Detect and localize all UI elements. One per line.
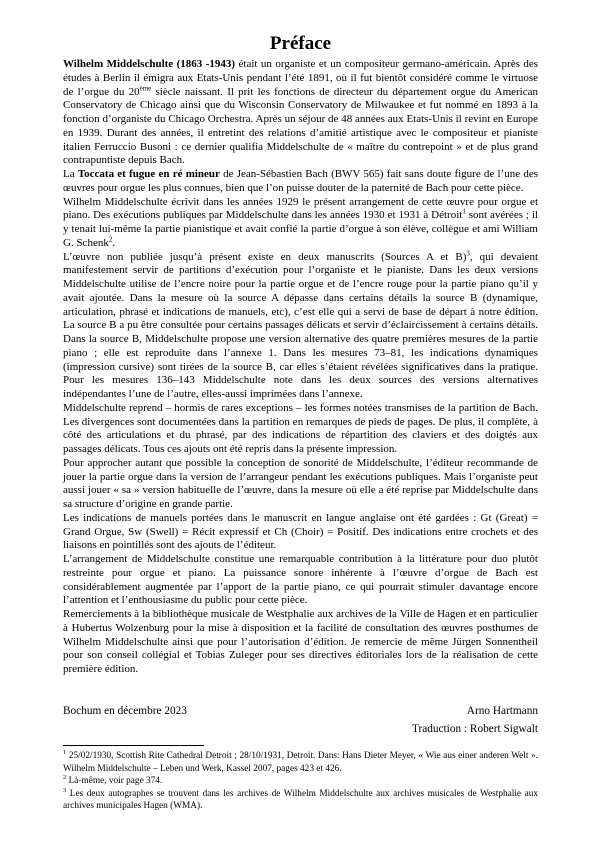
paragraph [63, 402, 538, 457]
footnote-ref: 1 [462, 207, 466, 216]
ordinal-suffix: ème [139, 83, 152, 92]
paragraph [63, 196, 538, 251]
signature-row [63, 704, 538, 718]
text-run: . [112, 236, 116, 249]
page-title: Préface [269, 33, 332, 54]
footnote: $^3$ Les deux autographes se trouvent dans les archives de Wilhelm Middelschulte aux archives musicales de Westphalie aux archives municipales Hagen (WMA). [63, 786, 538, 811]
paragraph [63, 58, 538, 168]
text-run: Middelschulte reprend – hormis de rares exceptions – les formes notées transmises de la partition de Bach. Les divergences sont documentées dans la partition en remarques de pieds de pages. De plus, il complète, à côté des articulations et du phrasé, par des indications de répartition des claviers et des doigtés aux passages délicats. Tous ces ajouts ont été repris dans la présente impression. [63, 401, 538, 455]
text-run: de Jean-Sébastien Bach (BWV 565) fait sans doute figure de l’une des œuvres pour orgue les plus connues, bien que l’on puisse douter de la paternité de Bach pour cette pièce. [63, 168, 538, 194]
text-run: L’œuvre non publiée jusqu’à présent existe en deux manuscrits (Sources A et B) [63, 250, 467, 263]
signature-author: Arno Hartmann [466, 705, 538, 717]
signature-place-date: Bochum en décembre 2023 [63, 705, 187, 717]
bold-text-run: Toccata et fugue en ré mineur [77, 168, 220, 180]
text-run: , qui devaient manifestement servir de partitions d’exécution pour l’organiste et le pianiste. Dans les deux versions Middelschulte utilise de l’encre noire pour la partie orgue et de l’encre rouge pour la partie piano qu’il y avait ajoutée. Dans la mesure où la source A dépasse dans certains détails la source B (dynamique, articulation, phrasé et indications de manuels, etc), c’est elle qui a servi de base de départ à notre édition. La source B a pu être consultée pour certains passages délicats et servir d’éclaircissement à certains détails. Dans la source B, Middelschulte propose une version alternative des quatre premières mesures de la partie piano ; elle est reproduite dans l’annexe 1. Dans les mesures 73–81, les indications dynamiques (impression cursive) sont tirées de la source B, car elles s’étaient révélées significatives dans la pratique. Pour les mesures 136–143 Middelschulte note dans les deux sources des versions alternatives indépendantes l’une de l’autre, elles-aussi imprimées dans l’annexe. [63, 250, 538, 400]
text-run: L’arrangement de Middelschulte constitue une remarquable contribution à la littérature pour duo plutôt restreinte pour orgue et piano. La puissance sonore inhérente à l’œuvre d’orgue de Bach est considérablement augmentée par l’apport de la partie piano, ce qui pourrait stimuler davantage encore l’attention et l’enthousiasme du public pour cette pièce. [63, 553, 538, 607]
signature-translation: Traduction : Robert Sigwalt [411, 723, 538, 735]
footnote-ref: 2 [108, 235, 113, 244]
text-run: Pour approcher autant que possible la conception de sonorité de Middelschulte, l’éditeur recommande de jouer la partie orgue dans la version de l’arrangeur pendant les exécutions publiques. Mais l’organiste peut aussi jouer « sa » version habituelle de l’œuvre, dans la mesure où elle a été reprise par Middelschulte dans sa structure d’origine en grande partie. [63, 456, 538, 510]
paragraph [63, 168, 538, 196]
footnote-ref: 3 [466, 248, 470, 257]
paragraph [63, 248, 538, 402]
footnote-separator-rule [63, 745, 204, 746]
text-run: La [63, 168, 78, 180]
bold-text-run: Wilhelm Middelschulte (1863 -1943) [63, 58, 236, 70]
footnotes-list [63, 750, 538, 813]
text-run: sont avérées ; il y tenait lui-même la partie pianistique et avait confié la partie d’orgue à son élève, collègue et ami William G. Schenk [63, 209, 538, 249]
footnote: $^2$ Là-même, voir page 374. [63, 773, 163, 786]
text-run: Les indications de manuels portées dans le manuscrit en langue anglaise ont été gardées : Gt (Great) = Grand Orgue, Sw (Swell) = Récit expressif et Ch (Choir) = Positif. Des indications entre crochets et des liaisons en pointillés sont des ajouts de l’éditeur. [63, 511, 538, 552]
preface-paragraphs [63, 58, 538, 677]
footnote-number: 3 [63, 786, 67, 794]
paragraph [63, 608, 538, 677]
signature-block [63, 704, 538, 736]
text-run: Wilhelm Middelschulte écrivit dans les années 1929 le présent arrangement de cette œuvre pour orgue et piano. Des exécutions publiques par Middelschulte dans les années 1930 et 1931 à Détroit [63, 195, 538, 222]
text-run: siècle naissant. Il prit les fonctions de directeur du département orgue du American Conservatory de Chicago ainsi que du Wisconsin Conservatory de Milwaukee et fut nommé en 1893 à la fonction d’organiste du Chicago Orchestra. Après un séjour de 48 années aux Etats-Unis il revint en Europe en 1939. Durant des années, il entretint des relations d’amitié artistique avec le compositeur et pianiste italien Ferruccio Busoni : ce dernier qualifia Middelschulte de « maître du contrepoint » et de plus grand contrapuntiste depuis Bach. [63, 85, 538, 167]
text-run: était un organiste et un compositeur germano-américain. Après des études à Berlin il émigra aux Etats-Unis pendant l’été 1891, où il fut bientôt considéré comme le virtuose de l’orgue du 20 [63, 58, 538, 98]
footnote: $^1$ 25/02/1930, Scottish Rite Cathedral Detroit ; 28/10/1931, Detroit. Dans: Hans Dieter Meyer, « Wie aus einer anderen Welt ». Wilhelm Middelschulte – Leben und Werk, Kassel 2007, pages 423 et 426. [63, 748, 538, 774]
text-run: Remerciements à la bibliothèque musicale de Westphalie aux archives de la Ville de Hagen et en particulier à Hubertus Wolzenburg pour la mise à disposition et la facilité de consultation des œuvres posthumes de Wilhelm Middelschulte ainsi que pour l’autorisation d’édition. Je remercie de même Jürgen Sonnentheil pour son conseil collégial et Tobias Zuleger pour ses directives éditoriales lors de la réalisation de cette première édition. [63, 608, 538, 675]
paragraph [63, 512, 538, 553]
footnote-number: 2 [63, 773, 67, 781]
footnotes-section [63, 745, 538, 813]
paragraph [63, 457, 538, 512]
paragraph [63, 553, 538, 608]
title-block [63, 33, 538, 55]
footnote-number: 1 [63, 748, 67, 756]
